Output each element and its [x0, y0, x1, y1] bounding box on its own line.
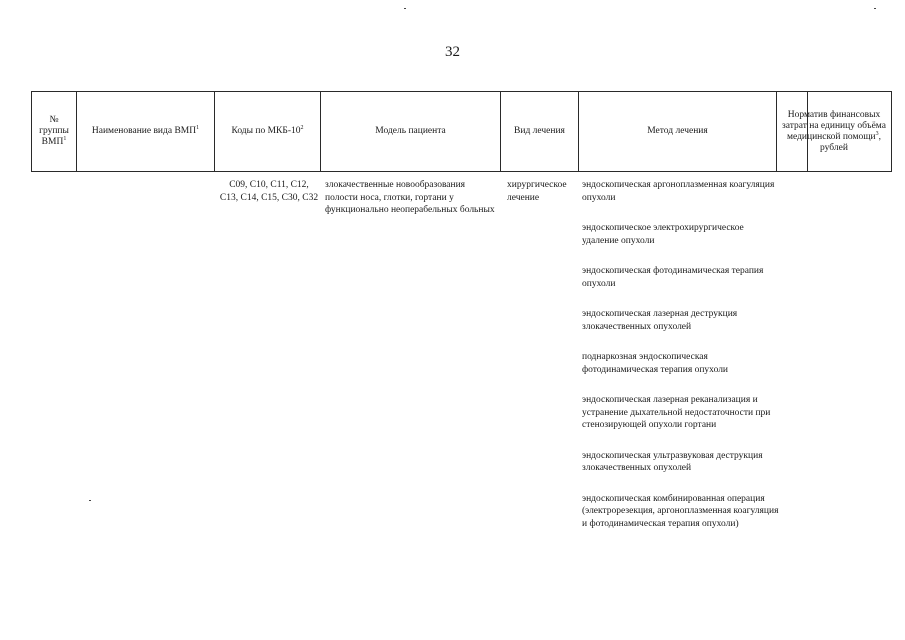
list-item: эндоскопическая аргоноплазменная коагуляция опухоли: [582, 180, 775, 203]
scan-speck: [89, 500, 91, 501]
header-patient-model: [321, 92, 501, 171]
page-number: 32: [445, 44, 460, 60]
list-item: эндоскопическая комбинированная операция (электрорезекция, аргоноплазменная коагуляция и фотодинамическая терапия опухоли): [582, 493, 779, 529]
footnote-mark: 1: [196, 124, 200, 131]
header-treatment-type: [501, 92, 579, 171]
table-header: [31, 91, 808, 172]
list-item: эндоскопическая лазерная деструкция злокачественных опухолей: [582, 309, 738, 332]
footnote-mark: 3: [875, 130, 879, 137]
scan-speck: [874, 8, 876, 9]
list-item: поднаркозная эндоскопическая фотодинамическая терапия опухоли: [582, 352, 729, 375]
header-financial-norm-tail: , рублей: [820, 131, 882, 153]
footnote-mark: 2: [300, 124, 304, 131]
header-treatment-type-text: Вид лечения: [514, 126, 565, 136]
row-treatment-methods: [582, 179, 780, 548]
list-item: эндоскопическое электрохирургическое удаление опухоли: [582, 223, 744, 246]
header-group-text: № группы ВМП: [39, 115, 69, 147]
scan-speck: [404, 8, 406, 9]
header-icd-codes: [215, 92, 321, 171]
header-vmp-name-text: Наименование вида ВМП: [91, 126, 197, 136]
list-item: эндоскопическая лазерная реканализация и устранение дыхательной недостаточности при стенозирующей опухоли гортани: [582, 395, 771, 430]
row-icd-codes: C09, C10, C11, C12, C13, C14, C15, C30, C32: [219, 180, 319, 203]
header-treatment-method-text: Метод лечения: [647, 126, 708, 136]
header-financial-norm-text: Норматив финансовых затрат на единицу объёма медицинской помощи: [782, 109, 886, 142]
row-treatment-type: хирургическое лечение: [507, 180, 567, 203]
header-patient-model-text: Модель пациента: [375, 126, 446, 136]
row-patient-model: злокачественные новообразования полости носа, глотки, гортани у функционально неоперабельных больных: [325, 180, 495, 215]
footnote-mark: 1: [63, 135, 67, 142]
header-group-number: [31, 92, 77, 171]
header-treatment-method: [579, 92, 777, 171]
header-financial-norm: [777, 91, 892, 172]
header-vmp-name: [77, 92, 215, 171]
list-item: эндоскопическая ультразвуковая деструкция злокачественных опухолей: [582, 450, 763, 473]
header-icd-codes-text: Коды по МКБ-10: [231, 126, 301, 136]
list-item: эндоскопическая фотодинамическая терапия опухоли: [582, 266, 764, 289]
